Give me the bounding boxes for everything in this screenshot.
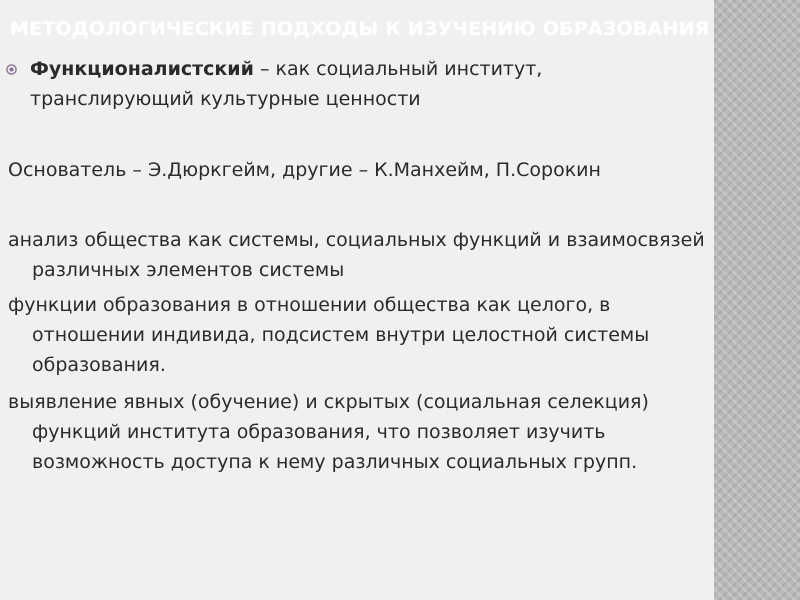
decorative-side-band — [714, 0, 800, 600]
paragraph-analysis: анализ общества как системы, социальных функций и взаимосвязей различных элементов системы — [8, 229, 705, 281]
paragraph-functions: функции образования в отношении общества как целого, в отношении индивида, подсистем внутри целостной системы образования. — [8, 294, 650, 376]
bullet-text — [6, 54, 696, 114]
bullet-term: Функционалистский — [30, 58, 254, 80]
paragraph-identify: выявление явных (обучение) и скрытых (социальная селекция) функций института образования, что позволяет изучить возможность доступа к нему различных социальных групп. — [8, 391, 649, 473]
bullet-functionalist — [6, 54, 696, 114]
bullet-description: – как социальный институт, транслирующий культурные ценности — [30, 58, 543, 110]
slide-title: МЕТОДОЛОГИЧЕСКИЕ ПОДХОДЫ К ИЗУЧЕНИЮ ОБРАЗОВАНИЯ — [10, 18, 710, 40]
circle-bullet-icon — [6, 64, 17, 75]
founders-line: Основатель – Э.Дюркгейм, другие – К.Манхейм, П.Сорокин — [8, 159, 601, 181]
